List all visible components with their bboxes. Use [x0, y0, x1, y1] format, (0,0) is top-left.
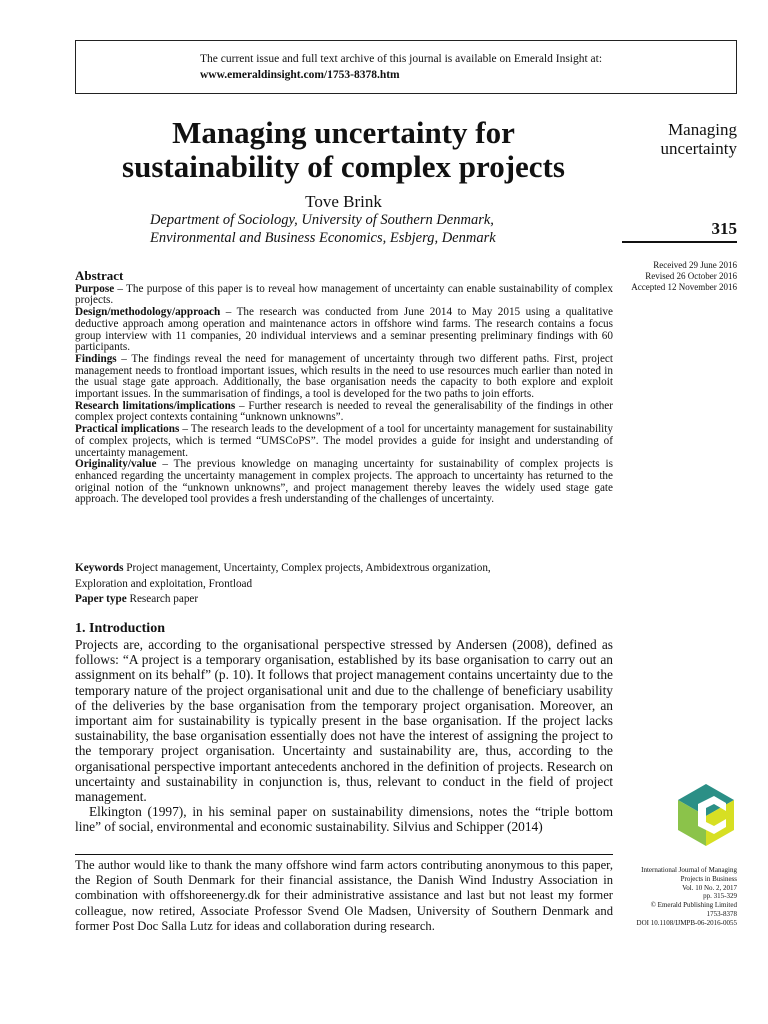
archive-banner	[75, 40, 737, 94]
title-line-1: Managing uncertainty for	[172, 115, 515, 150]
intro-paragraph-2: Elkington (1997), in his seminal paper on sustainability dimensions, notes the “triple bottom line” of social, environmental and economic sustainability. Silvius and Schipper (2014)	[75, 804, 613, 835]
paper-type-text: Research paper	[126, 593, 199, 605]
abstract-purpose	[75, 284, 613, 307]
abstract-heading: Abstract	[75, 268, 124, 283]
intro-body	[75, 637, 613, 835]
affiliation-line-1: Department of Sociology, University of Southern Denmark,	[150, 212, 494, 228]
running-title	[622, 120, 737, 158]
journal-doi[interactable]: DOI 10.1108/IJMPB-06-2016-0055	[636, 918, 737, 927]
journal-copyright: © Emerald Publishing Limited	[650, 901, 737, 910]
journal-name-1: International Journal of Managing	[641, 866, 737, 874]
affiliation-line-2: Environmental and Business Economics, Esbjerg, Denmark	[150, 230, 496, 246]
abstract-originality	[75, 459, 613, 506]
received-date: Received 29 June 2016	[653, 260, 737, 270]
abstract-practical	[75, 424, 613, 459]
running-title-line-1: Managing	[668, 120, 737, 139]
keywords-text-1: Project management, Uncertainty, Complex projects, Ambidextrous organization,	[123, 562, 491, 574]
intro-heading: 1. Introduction	[75, 621, 165, 636]
practical-text: – The research leads to the development of a tool for uncertainty management for sustainability of complex projects, which is termed “UMSCoPS”. The model provides a guide for insight and understanding of uncertainty management.	[75, 423, 613, 459]
abstract-section	[75, 270, 613, 506]
revised-date: Revised 26 October 2016	[645, 271, 737, 281]
design-text: – The research was conducted from June 2014 to May 2015 using a qualitative deductive approach among operation and maintenance actors in offshore wind farms. The research contains a focus group interview with 11 companies, 20 individual interviews and a seminar presenting preliminary findings with 60 participants.	[75, 306, 613, 354]
originality-text: – The previous knowledge on managing uncertainty for sustainability of complex projects is enhanced regarding the uncertainty management in complex projects. The approach to uncertainty has returned to the original notion of the “unknown unknowns”, and project management thereby leaves the widely used stage gate approach. The developed tool provides a fresh understanding of the challenges of uncertainty.	[75, 458, 613, 506]
journal-volume: Vol. 10 No. 2, 2017	[682, 883, 737, 892]
journal-info	[612, 866, 737, 928]
keywords	[75, 561, 613, 577]
sidebar-rule	[622, 241, 737, 243]
findings-label: Findings	[75, 352, 117, 365]
keywords-section	[75, 561, 613, 608]
author-affiliation	[150, 211, 570, 247]
paper-type-label: Paper type	[75, 593, 127, 605]
practical-label: Practical implications	[75, 423, 180, 436]
article-title	[75, 116, 612, 184]
abstract-limitations	[75, 401, 613, 424]
journal-pages: pp. 315-329	[703, 892, 737, 901]
intro-paragraph-1: Projects are, according to the organisational perspective stressed by Andersen (2008), defined as follows: “A project is a temporary organisation, established by its base organisation to carry out an assignment on its behalf” (p. 10). It follows that project management contains uncertainty due to the temporary nature of the project organisational unit and due to the challenge of beneficiary usability of the deliveries by the base organisation from the temporary project organisation. Moreover, an important aim for sustainability is typically present in the base organisation. If the project lacks sustainability, the base organisation essentially does not have the interest of assigning the project to the temporary project organisation. Uncertainty and sustainability are, thus, according to the organisational perspective important antecedents anchored in the definition of projects. Research on uncertainty and sustainability in conjunction is, thus, relevant to conduct in the field of project management.	[75, 637, 613, 805]
journal-issn: 1753-8378	[706, 909, 737, 918]
article-dates	[600, 260, 737, 293]
banner-url[interactable]: www.emeraldinsight.com/1753-8378.htm	[200, 69, 400, 81]
purpose-label: Purpose	[75, 282, 115, 295]
purpose-text: – The purpose of this paper is to reveal how management of uncertainty can enable sustainability of complex projects.	[75, 282, 613, 307]
page-number: 315	[711, 219, 737, 238]
abstract-findings	[75, 354, 613, 401]
design-label: Design/methodology/approach	[75, 306, 221, 319]
findings-text: – The findings reveal the need for management of uncertainty through two different paths. First, project management needs to frontload important issues, which results in the need to use resources much earlier than noted in the usual stage gate approach. Additionally, the base organisation needs the capacity to both explore and exploit important issues. In the summarisation of findings, a tool is developed for the two paths to join efforts.	[75, 352, 613, 401]
abstract-design	[75, 307, 613, 354]
paper-type	[75, 592, 613, 608]
author-name: Tove Brink	[305, 192, 382, 211]
running-title-line-2: uncertainty	[660, 139, 737, 158]
acknowledgement-footnote: The author would like to thank the many offshore wind farm actors contributing anonymous to this paper, the Region of South Denmark for their financial assistance, the Danish Wind Industry Association in combination with offshoreenergy.dk for their administrative assistance and last but not least my former colleague, now retired, Associate Professor Svend Ole Madsen, University of Southern Denmark and former Post Doc Salla Lutz for ideas and collaboration during research.	[75, 858, 613, 933]
journal-name-2: Projects in Business	[680, 874, 737, 883]
limitations-text: – Further research is needed to reveal the generalisability of the findings in other complex project contexts containing “unknown unknowns”.	[75, 399, 614, 424]
originality-label: Originality/value	[75, 458, 157, 471]
publisher-logo-icon	[676, 782, 736, 848]
limitations-label: Research limitations/implications	[75, 399, 236, 412]
title-line-2: sustainability of complex projects	[122, 149, 565, 184]
keywords-label: Keywords	[75, 562, 124, 574]
banner-text: The current issue and full text archive of this journal is available on Emerald Insight at:	[200, 53, 603, 65]
accepted-date: Accepted 12 November 2016	[631, 282, 737, 292]
keywords-text-2: Exploration and exploitation, Frontload	[75, 577, 253, 590]
footnote-rule	[75, 854, 613, 855]
